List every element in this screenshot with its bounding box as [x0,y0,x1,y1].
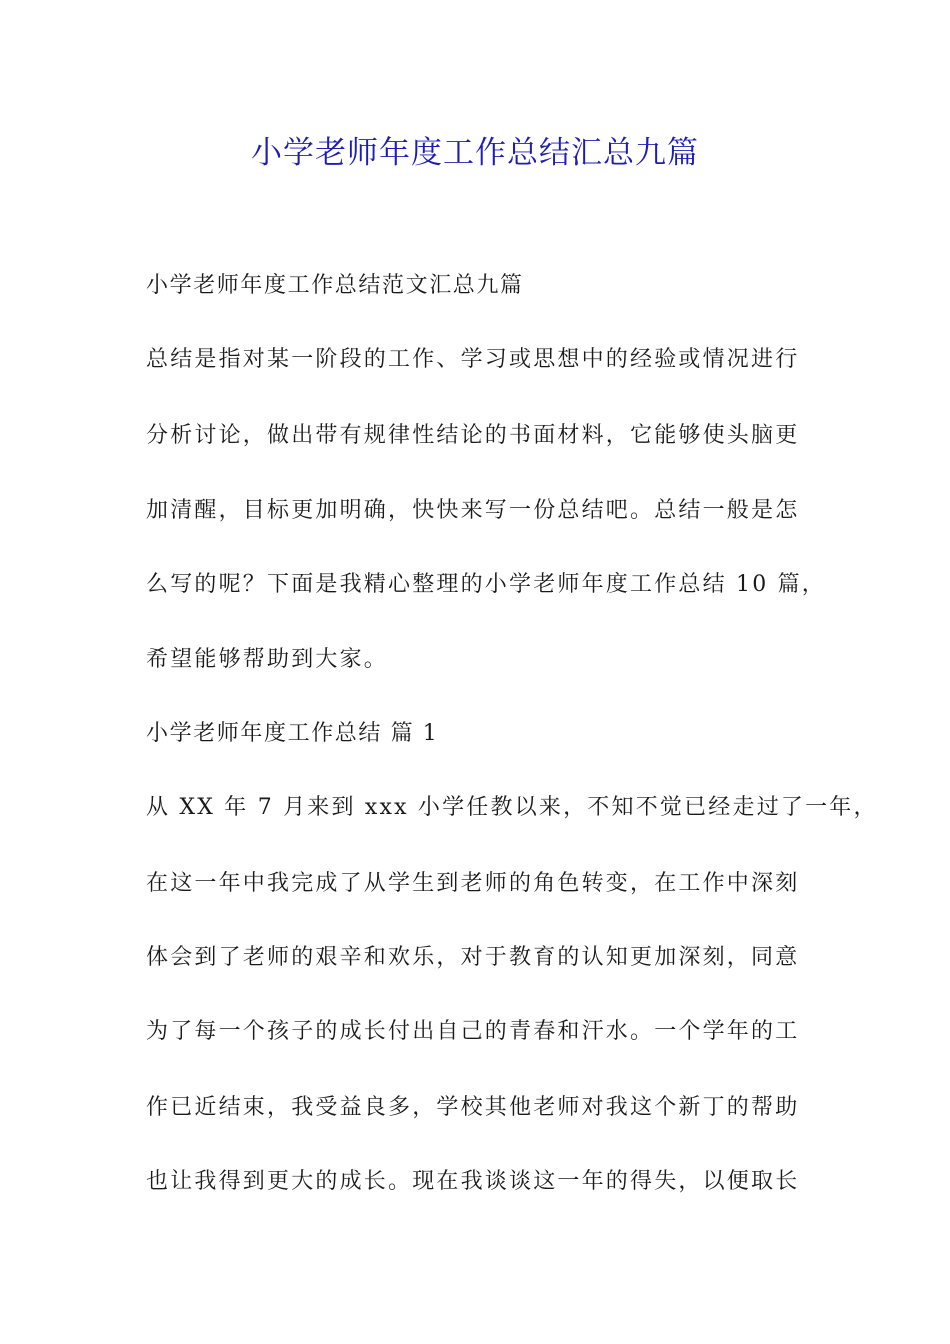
section-line-4: 为了每一个孩子的成长付出自己的青春和汗水。一个学年的工 [146,1019,800,1044]
section-line-5: 作已近结束，我受益良多，学校其他老师对我这个新丁的帮助 [146,1095,800,1120]
intro-line-2: 分析讨论，做出带有规律性结论的书面材料，它能够使头脑更 [146,423,800,448]
intro-line-5: 希望能够帮助到大家。 [146,647,389,672]
document-subtitle: 小学老师年度工作总结范文汇总九篇 [146,273,524,298]
section-line-2: 在这一年中我完成了从学生到老师的角色转变，在工作中深刻 [146,871,800,896]
intro-line-3: 加清醒，目标更加明确，快快来写一份总结吧。总结一般是怎 [146,498,800,523]
section-line-6: 也让我得到更大的成长。现在我谈谈这一年的得失，以便取长 [146,1169,800,1194]
section-line-3: 体会到了老师的艰辛和欢乐，对于教育的认知更加深刻，同意 [146,945,800,970]
document-title: 小学老师年度工作总结汇总九篇 [251,135,699,171]
intro-line-1: 总结是指对某一阶段的工作、学习或思想中的经验或情况进行 [146,347,800,372]
intro-line-4: 么写的呢？下面是我精心整理的小学老师年度工作总结 10 篇， [146,572,826,597]
section-heading: 小学老师年度工作总结 篇 1 [146,721,439,746]
section-line-1: 从 XX 年 7 月来到 xxx 小学任教以来，不知不觉已经走过了一年， [146,795,878,820]
